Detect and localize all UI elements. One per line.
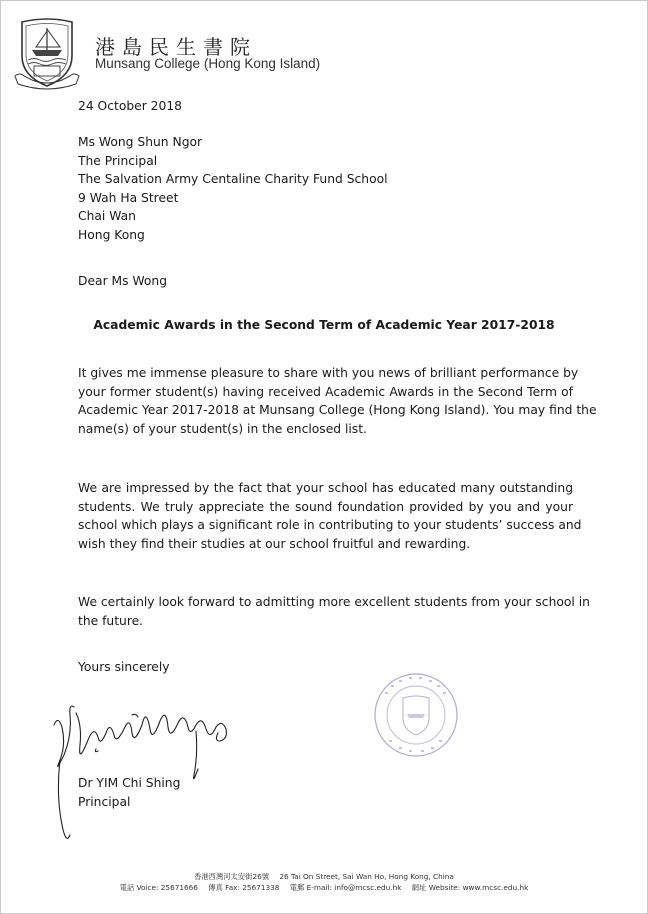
handwritten-signature bbox=[36, 685, 246, 855]
paragraph-3 bbox=[78, 593, 590, 630]
paragraph-1 bbox=[78, 364, 597, 438]
footer-address-cn: 香港西灣河太安街26號 bbox=[194, 872, 270, 881]
address-line: The Salvation Army Centaline Charity Fund School bbox=[78, 172, 388, 187]
footer-address bbox=[0, 872, 648, 882]
paragraph-line: We are impressed by the fact that your school has educated many outstanding bbox=[78, 481, 573, 495]
footer-fax: 傳真 Fax: 25671338 bbox=[208, 883, 280, 892]
school-english-name: Munsang College (Hong Kong Island) bbox=[95, 56, 321, 71]
paragraph-line: name(s) of your student(s) in the enclosed list. bbox=[78, 421, 367, 436]
paragraph-line: your former student(s) having received Academic Awards in the Second Term of bbox=[78, 384, 573, 399]
paragraph-line: the future. bbox=[78, 613, 144, 628]
paragraph-line: It gives me immense pleasure to share with you news of brilliant performance by bbox=[78, 366, 579, 380]
signer-title: Principal bbox=[78, 794, 131, 809]
letter-date: 24 October 2018 bbox=[78, 99, 182, 113]
paragraph-2 bbox=[78, 479, 582, 553]
paragraph-line: wish they find their studies at our school fruitful and rewarding. bbox=[78, 536, 471, 551]
closing: Yours sincerely bbox=[78, 660, 170, 674]
paragraph-line: school which plays a significant role in contributing to your students’ success and bbox=[78, 518, 582, 533]
address-line: Chai Wan bbox=[78, 209, 136, 224]
address-line: Hong Kong bbox=[78, 227, 145, 242]
school-chinese-name: 港島民生書院 bbox=[95, 35, 257, 59]
address-line: 9 Wah Ha Street bbox=[78, 190, 179, 205]
signer-name: Dr YIM Chi Shing bbox=[78, 776, 181, 790]
footer-voice: 電話 Voice: 25671666 bbox=[119, 883, 198, 892]
recipient-address bbox=[78, 133, 388, 245]
signature-block bbox=[78, 774, 180, 811]
footer-website: 網址 Website: www.mcsc.edu.hk bbox=[411, 883, 529, 892]
paragraph-line: We certainly look forward to admitting more excellent students from your school in bbox=[78, 595, 590, 609]
paragraph-line: students. We truly appreciate the sound foundation provided by you and your bbox=[78, 499, 573, 514]
school-seal-stamp bbox=[373, 672, 459, 758]
address-line: The Principal bbox=[78, 153, 158, 168]
letter-subject: Academic Awards in the Second Term of Academic Year 2017-2018 bbox=[93, 318, 555, 332]
salutation: Dear Ms Wong bbox=[78, 274, 168, 288]
school-crest-logo bbox=[12, 14, 82, 90]
address-line: Ms Wong Shun Ngor bbox=[78, 135, 203, 149]
footer-address-en: 26 Tai On Street, Sai Wan Ho, Hong Kong, China bbox=[279, 872, 454, 881]
paragraph-line: Academic Year 2017-2018 at Munsang College (Hong Kong Island). You may find the bbox=[78, 403, 597, 418]
footer-contacts bbox=[0, 883, 648, 893]
footer-email: 電郵 E-mail: info@mcsc.edu.hk bbox=[289, 883, 402, 892]
